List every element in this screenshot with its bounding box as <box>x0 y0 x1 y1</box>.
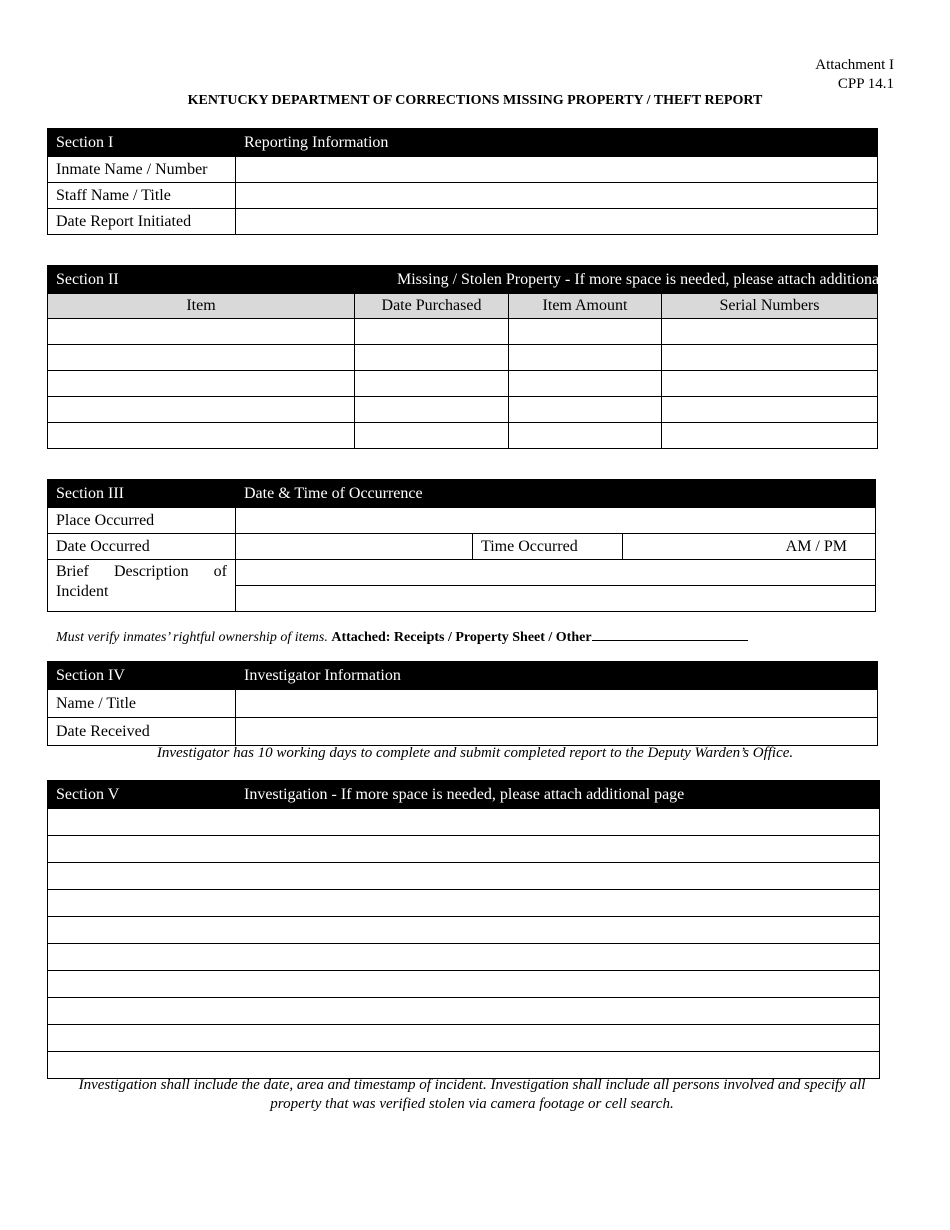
place-occurred-label: Place Occurred <box>48 508 236 534</box>
property-row <box>48 371 878 397</box>
section-3-table <box>47 479 876 612</box>
date-purchased-cell[interactable] <box>355 319 509 345</box>
page-title: KENTUCKY DEPARTMENT OF CORRECTIONS MISSING PROPERTY / THEFT REPORT <box>187 93 763 108</box>
brief-word: of <box>213 563 227 580</box>
inmate-name-field[interactable] <box>236 157 878 183</box>
serial-number-cell[interactable] <box>662 423 878 449</box>
item-cell[interactable] <box>48 423 355 449</box>
date-received-label: Date Received <box>48 718 236 746</box>
investigation-footer-note <box>47 1076 897 1114</box>
inmate-name-label: Inmate Name / Number <box>48 157 236 183</box>
item-cell[interactable] <box>48 397 355 423</box>
staff-name-label: Staff Name / Title <box>48 183 236 209</box>
section-5-table <box>47 780 880 1079</box>
item-cell[interactable] <box>48 345 355 371</box>
section-4-label: Section IV <box>48 662 236 690</box>
property-row <box>48 319 878 345</box>
investigation-line[interactable] <box>48 1052 880 1079</box>
ownership-verify-text: Must verify inmates’ rightful ownership of items. <box>56 630 328 645</box>
investigator-deadline-note: Investigator has 10 working days to complete and submit completed report to the Deputy Warden’s Office. <box>156 745 794 761</box>
date-purchased-cell[interactable] <box>355 397 509 423</box>
section-1-heading: Reporting Information <box>236 129 878 157</box>
attachment-number: Attachment I <box>815 57 894 73</box>
item-cell[interactable] <box>48 371 355 397</box>
brief-description-label <box>48 560 236 612</box>
investigation-line[interactable] <box>48 809 880 836</box>
serial-number-cell[interactable] <box>662 345 878 371</box>
investigation-line[interactable] <box>48 1025 880 1052</box>
date-purchased-cell[interactable] <box>355 371 509 397</box>
column-item: Item <box>48 294 355 319</box>
investigation-line[interactable] <box>48 863 880 890</box>
staff-name-field[interactable] <box>236 183 878 209</box>
brief-word: Incident <box>56 583 109 600</box>
time-occurred-label: Time Occurred <box>473 534 623 560</box>
date-initiated-label: Date Report Initiated <box>48 209 236 235</box>
incident-description-line-1[interactable] <box>236 560 876 586</box>
property-row <box>48 397 878 423</box>
date-occurred-field[interactable] <box>236 534 473 560</box>
item-amount-cell[interactable] <box>509 371 662 397</box>
investigator-name-label: Name / Title <box>48 690 236 718</box>
section-5-heading: Investigation - If more space is needed, please attach additional page <box>236 781 880 809</box>
date-purchased-cell[interactable] <box>355 345 509 371</box>
investigation-line[interactable] <box>48 998 880 1025</box>
investigation-line[interactable] <box>48 944 880 971</box>
serial-number-cell[interactable] <box>662 397 878 423</box>
section-3-label: Section III <box>48 480 236 508</box>
date-received-field[interactable] <box>236 718 878 746</box>
property-row <box>48 345 878 371</box>
investigation-line[interactable] <box>48 917 880 944</box>
ownership-note <box>56 626 748 646</box>
place-occurred-field[interactable] <box>236 508 876 534</box>
date-occurred-label: Date Occurred <box>48 534 236 560</box>
section-5-label: Section V <box>48 781 236 809</box>
attached-other-field[interactable] <box>592 626 748 641</box>
section-3-heading: Date & Time of Occurrence <box>236 480 876 508</box>
attached-label: Attached: Receipts / Property Sheet / Other <box>331 630 592 645</box>
section-2-label: Section II <box>48 266 355 294</box>
column-item-amount: Item Amount <box>509 294 662 319</box>
brief-word: Description <box>113 563 189 580</box>
item-amount-cell[interactable] <box>509 397 662 423</box>
date-initiated-field[interactable] <box>236 209 878 235</box>
investigation-line[interactable] <box>48 836 880 863</box>
property-row <box>48 423 878 449</box>
item-cell[interactable] <box>48 319 355 345</box>
section-4-heading: Investigator Information <box>236 662 878 690</box>
investigation-line[interactable] <box>48 890 880 917</box>
section-4-table <box>47 661 878 746</box>
investigator-name-field[interactable] <box>236 690 878 718</box>
serial-number-cell[interactable] <box>662 319 878 345</box>
section-1-label: Section I <box>48 129 236 157</box>
investigation-line[interactable] <box>48 971 880 998</box>
column-date-purchased: Date Purchased <box>355 294 509 319</box>
section-2-table <box>47 265 918 449</box>
section-1-table <box>47 128 878 235</box>
date-purchased-cell[interactable] <box>355 423 509 449</box>
serial-number-cell[interactable] <box>662 371 878 397</box>
attachment-label <box>815 56 894 94</box>
incident-description-line-2[interactable] <box>236 586 876 612</box>
column-serial-numbers: Serial Numbers <box>662 294 878 319</box>
brief-word: Brief <box>56 563 89 580</box>
item-amount-cell[interactable] <box>509 345 662 371</box>
item-amount-cell[interactable] <box>509 319 662 345</box>
section-2-heading: Missing / Stolen Property - If more space is needed, please attach additional page <box>355 266 878 294</box>
investigation-footer-line-1: Investigation shall include the date, area and timestamp of incident. Investigation shall include all persons involved and specify all <box>78 1077 866 1093</box>
am-pm-label: AM / PM <box>623 534 876 560</box>
item-amount-cell[interactable] <box>509 423 662 449</box>
investigation-footer-line-2: property that was verified stolen via camera footage or cell search. <box>270 1096 674 1112</box>
policy-number: CPP 14.1 <box>837 76 894 92</box>
